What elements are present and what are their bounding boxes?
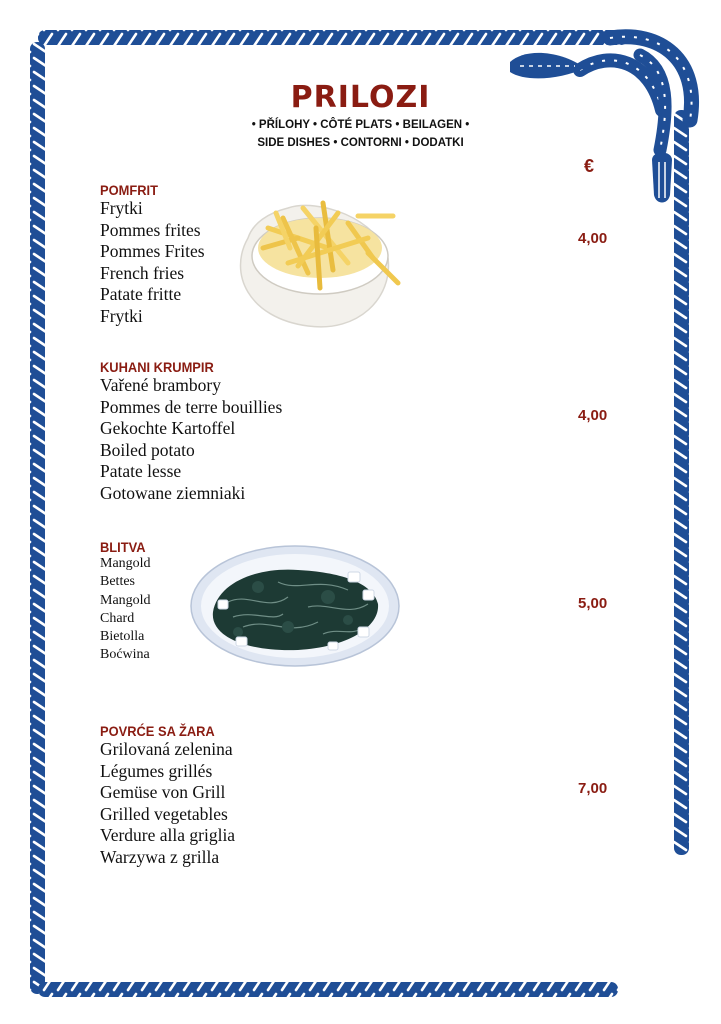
translation: Gemüse von Grill bbox=[100, 782, 226, 802]
translation: Gotowane ziemniaki bbox=[100, 482, 246, 503]
item-translations bbox=[100, 375, 282, 504]
item-translations bbox=[100, 198, 205, 327]
translation: Warzywa z grilla bbox=[100, 846, 220, 867]
translation: Frytki bbox=[100, 198, 143, 218]
page-title: PRILOZI bbox=[290, 80, 431, 115]
item-title: KUHANI KRUMPIR bbox=[100, 359, 214, 375]
translation: Grilovaná zelenina bbox=[100, 739, 233, 759]
translation: Mangold bbox=[100, 592, 151, 608]
translation: French fries bbox=[100, 262, 185, 283]
menu-item-povrce-sa-zara bbox=[100, 723, 235, 868]
translation: Boiled potato bbox=[100, 439, 195, 460]
chard-photo bbox=[188, 542, 403, 670]
menu-item-pomfrit bbox=[100, 182, 205, 327]
rope-bottom bbox=[38, 982, 618, 997]
translation: Mangold bbox=[100, 556, 151, 571]
translation: Bietolla bbox=[100, 629, 145, 645]
translation: Chard bbox=[100, 610, 135, 626]
translation: Frytki bbox=[100, 305, 143, 326]
translation: Pommes Frites bbox=[100, 241, 205, 261]
item-price: 5,00 bbox=[578, 595, 608, 612]
translation: Verdure alla griglia bbox=[100, 825, 236, 845]
translation: Grilled vegetables bbox=[100, 803, 228, 824]
french-fries-photo bbox=[228, 178, 408, 333]
page-subtitle-line2: SIDE DISHES • CONTORNI • DODATKI bbox=[257, 137, 464, 149]
rope-right bbox=[674, 110, 689, 855]
menu-item-blitva bbox=[100, 539, 151, 665]
translation: Gekochte Kartoffel bbox=[100, 418, 236, 438]
item-price: 4,00 bbox=[578, 407, 608, 424]
translation: Boćwina bbox=[100, 647, 150, 663]
item-translations bbox=[100, 555, 151, 665]
translation: Légumes grillés bbox=[100, 760, 213, 781]
item-price: 7,00 bbox=[578, 780, 608, 797]
item-price: 4,00 bbox=[578, 230, 608, 247]
translation: Vařené brambory bbox=[100, 375, 221, 395]
translation: Bettes bbox=[100, 574, 135, 590]
page-subtitle-line1: • PŘÍLOHY • CÔTÉ PLATS • BEILAGEN • bbox=[251, 119, 470, 131]
item-translations bbox=[100, 739, 235, 868]
translation: Patate lesse bbox=[100, 461, 182, 481]
menu-item-kuhani-krumpir bbox=[100, 359, 282, 504]
currency-label: € bbox=[584, 156, 595, 176]
translation: Pommes de terre bouillies bbox=[100, 396, 283, 417]
translation: Patate fritte bbox=[100, 284, 182, 304]
translation: Pommes frites bbox=[100, 219, 201, 240]
item-title: POMFRIT bbox=[100, 182, 158, 198]
item-title: BLITVA bbox=[100, 539, 146, 555]
rope-left bbox=[30, 42, 45, 994]
item-title: POVRĆE SA ŽARA bbox=[100, 723, 215, 739]
rope-top bbox=[38, 30, 628, 45]
